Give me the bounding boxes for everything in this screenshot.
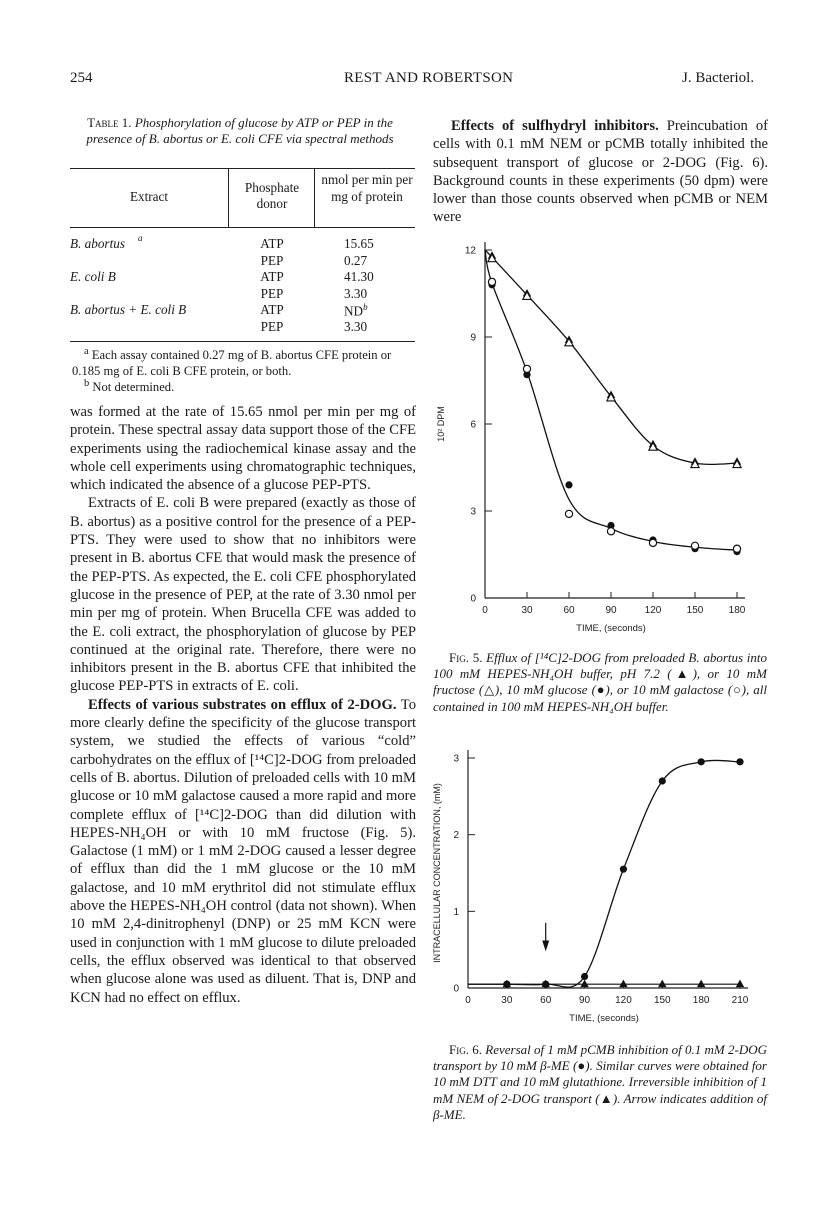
table-cell-rate: 3.30: [344, 285, 368, 301]
data-point-open-circle: [733, 545, 740, 552]
data-point-open-circle: [523, 365, 530, 372]
data-point-filled-circle: [698, 758, 705, 765]
table-cell-rate: 41.30: [344, 269, 374, 284]
x-tick-label: 90: [579, 995, 591, 1006]
table-cell-donor: PEP: [260, 252, 284, 268]
x-tick-label: 180: [692, 995, 710, 1006]
x-tick-label: 60: [563, 605, 575, 616]
running-head-journal: J. Bacteriol.: [682, 70, 755, 86]
figure-6-chart: [430, 728, 770, 1028]
page-number: 254: [70, 70, 93, 86]
data-point-open-circle: [565, 510, 572, 517]
table-cell-extract: B. abortus + E. coli B: [70, 302, 187, 317]
table-cell-rate: 0.27: [344, 252, 368, 268]
y-axis-label: INTRACELLULAR CONCENTRATION, (mM): [432, 783, 442, 963]
table-row: [70, 253, 415, 270]
x-axis-label: TIME, (seconds): [576, 623, 646, 634]
table-footnote-a: $^a$ Each assay contained 0.27 mg of B. abortus CFE protein or 0.185 mg of E. coli B CFE protein, or both.: [72, 346, 392, 378]
x-tick-label: 30: [501, 995, 513, 1006]
x-tick-label: 180: [728, 605, 746, 616]
y-axis-label: 10² DPM: [436, 406, 446, 442]
table-row: [70, 233, 415, 253]
x-tick-label: 60: [540, 995, 552, 1006]
x-tick-label: 120: [644, 605, 662, 616]
paragraph-3: Effects of various substrates on efflux of 2-DOG. To more clearly define the specificity of the glucose transport system, we studied the effects of various “cold” carbohydrates on the efflux of [¹⁴C]2-DOG from preloaded cells of B. abortus. Dilution of preloaded cells with 10 mM glucose or 10 mM galactose caused a more rapid and more complete efflux of [¹⁴C]2-DOG than did dilution with HEPES-NH₄OH or with 10 mM fructose (Fig. 5). Galactose (1 mM) or 1 mM 2-DOG caused a lesser degree of efflux than did the 1 mM glucose or the 10 mM galactose, and 10 mM erythritol did not stimulate efflux above the HEPES-NH₄OH control (data not shown). When 10 mM 2,4-dinitrophenyl (DNP) or 25 mM KCN were used in conjunction with 1 mM glucose to dilute preloaded cells, the efflux observed was identical to that observed when glucose alone was used as diluent. That is, DNP and KCN had no effect on efflux.: [70, 696, 416, 1006]
figure-5-caption: Fig. 5. Efflux of [¹⁴C]2-DOG from preloaded B. abortus into 100 mM HEPES-NH₄OH buffer, pH 7.2 (▲), or 10 mM fructose (△), 10 mM glucose (●), or 10 mM galactose (○), all contained in 100 mM HEPES-NH₄OH buffer.: [433, 650, 767, 714]
section-heading-efflux: Effects of various substrates on efflux of 2-DOG.: [88, 696, 397, 713]
x-tick-label: 210: [731, 995, 749, 1006]
table-cell-rate: $ND^b$: [344, 302, 368, 319]
table-1: [70, 168, 415, 342]
data-point-filled-circle: [620, 866, 627, 873]
y-tick-label: 9: [470, 332, 476, 344]
paragraph-sulfhydryl: Effects of sulfhydryl inhibitors. Preincubation of cells with 0.1 mM NEM or pCMB totally inhibited the subsequent transport of glucose or 2-DOG (Fig. 6). Background counts in these experiments (50 dpm) were lower than those counts observed when pCMB or NEM were: [433, 118, 768, 226]
table-row: [70, 319, 415, 336]
figure-6-caption: Fig. 6. Reversal of 1 mM pCMB inhibition of 0.1 mM 2-DOG transport by 10 mM β-ME (●). Similar curves were obtained for 10 mM DTT and 10 mM glutathione. Irreversible inhibition of 1 mM NEM of 2-DOG transport (▲). Arrow indicates addition of β-ME.: [433, 1042, 768, 1122]
table-cell-donor: ATP: [260, 236, 284, 251]
arrow-head: [542, 940, 549, 951]
y-tick-label: 3: [453, 753, 459, 765]
y-tick-label: 3: [470, 506, 476, 518]
paragraph-2: Extracts of E. coli B were prepared (exactly as those of B. abortus) as a positive control for the presence of a PEP-PTS. They were used to show that no inhibitors were present in B. abortus CFE that would mask the presence of the PEP-PTS. As expected, the E. coli CFE phosphorylated glucose in the presence of PEP, at the rate of 3.30 nmol per min per mg of protein. When Brucella CFE was added to the E. coli extract, the phosphorylation of glucose by PEP continued at the original rate. Therefore, there were no inhibitors present in the B. abortus CFE that inhibited the glucose PEP-PTS in extracts of E. coli.: [70, 495, 416, 695]
x-tick-label: 90: [605, 605, 617, 616]
section-heading-sulfhydryl: Effects of sulfhydryl inhibitors.: [451, 118, 659, 134]
table-cell-extract: E. coli B: [70, 269, 116, 284]
y-tick-label: 2: [453, 830, 459, 842]
table-cell-rate: 3.30: [344, 318, 368, 334]
table-row: [70, 286, 415, 303]
col-header-rate: nmol per min per mg of protein: [321, 172, 413, 204]
data-point-filled-circle: [736, 758, 743, 765]
x-tick-label: 0: [465, 995, 471, 1006]
table-row: [70, 302, 415, 319]
data-point-filled-triangle: [697, 980, 705, 987]
figure-5-label: Fig. 5.: [449, 650, 483, 665]
running-head-authors: REST AND ROBERTSON: [344, 70, 514, 86]
col-header-extract: Extract: [129, 189, 169, 204]
data-point-open-circle: [649, 539, 656, 546]
table-caption: [70, 115, 410, 147]
table-footnote-b: $^b$ Not determined.: [84, 378, 175, 395]
table-cell-donor: ATP: [260, 302, 284, 317]
y-tick-label: 6: [470, 419, 476, 431]
table-cell-donor: PEP: [260, 318, 284, 334]
table-body: [70, 228, 415, 342]
data-point-open-circle: [607, 528, 614, 535]
curve-triangles: [485, 250, 737, 464]
data-point-filled-circle: [565, 481, 572, 488]
x-tick-label: 150: [686, 605, 704, 616]
x-tick-label: 120: [615, 995, 632, 1006]
right-column-text: [433, 117, 768, 227]
table-cell-rate: 15.65: [344, 236, 374, 251]
x-axis-label: TIME, (seconds): [569, 1013, 639, 1024]
table-title: Phosphorylation of glucose by ATP or PEP in the presence of B. abortus or E. coli CFE via spectral methods: [86, 115, 394, 146]
y-tick-label: 12: [464, 245, 476, 257]
table-header: [70, 169, 415, 228]
table-cell-donor: ATP: [260, 269, 284, 284]
table-label: Table 1.: [87, 115, 132, 130]
data-point-filled-circle: [581, 973, 588, 980]
figure-6-label: Fig. 6.: [449, 1042, 482, 1057]
x-tick-label: 150: [653, 995, 671, 1006]
col-header-donor: Phosphate donor: [244, 180, 300, 211]
data-point-filled-triangle: [658, 980, 666, 987]
paragraph-1: was formed at the rate of 15.65 nmol per min per mg of protein. These spectral assay data support those of the CFE experiments using the radiochemical kinase assay and the whole cell experiments using chromatographic techniques, which indicated the absence of a glucose PEP-PTS.: [70, 404, 416, 494]
table-cell-donor: PEP: [260, 285, 284, 301]
data-point-filled-triangle: [736, 980, 744, 987]
y-tick-label: 0: [453, 983, 459, 995]
data-point-open-circle: [691, 542, 698, 549]
table-cell-extract: B. abortus: [70, 236, 125, 251]
data-point-filled-triangle: [619, 980, 627, 987]
footnote-marker: a: [138, 233, 143, 243]
data-point-filled-circle: [659, 777, 666, 784]
y-tick-label: 0: [470, 593, 476, 605]
left-column-text: [70, 403, 416, 1007]
x-tick-label: 0: [482, 605, 488, 616]
table-row: [70, 269, 415, 286]
y-tick-label: 1: [453, 906, 459, 918]
curve-beta-me: [468, 760, 740, 987]
data-point-open-circle: [488, 278, 495, 285]
x-tick-label: 30: [521, 605, 533, 616]
footnote-marker: b: [363, 302, 368, 312]
figure-5-chart: [430, 220, 770, 640]
